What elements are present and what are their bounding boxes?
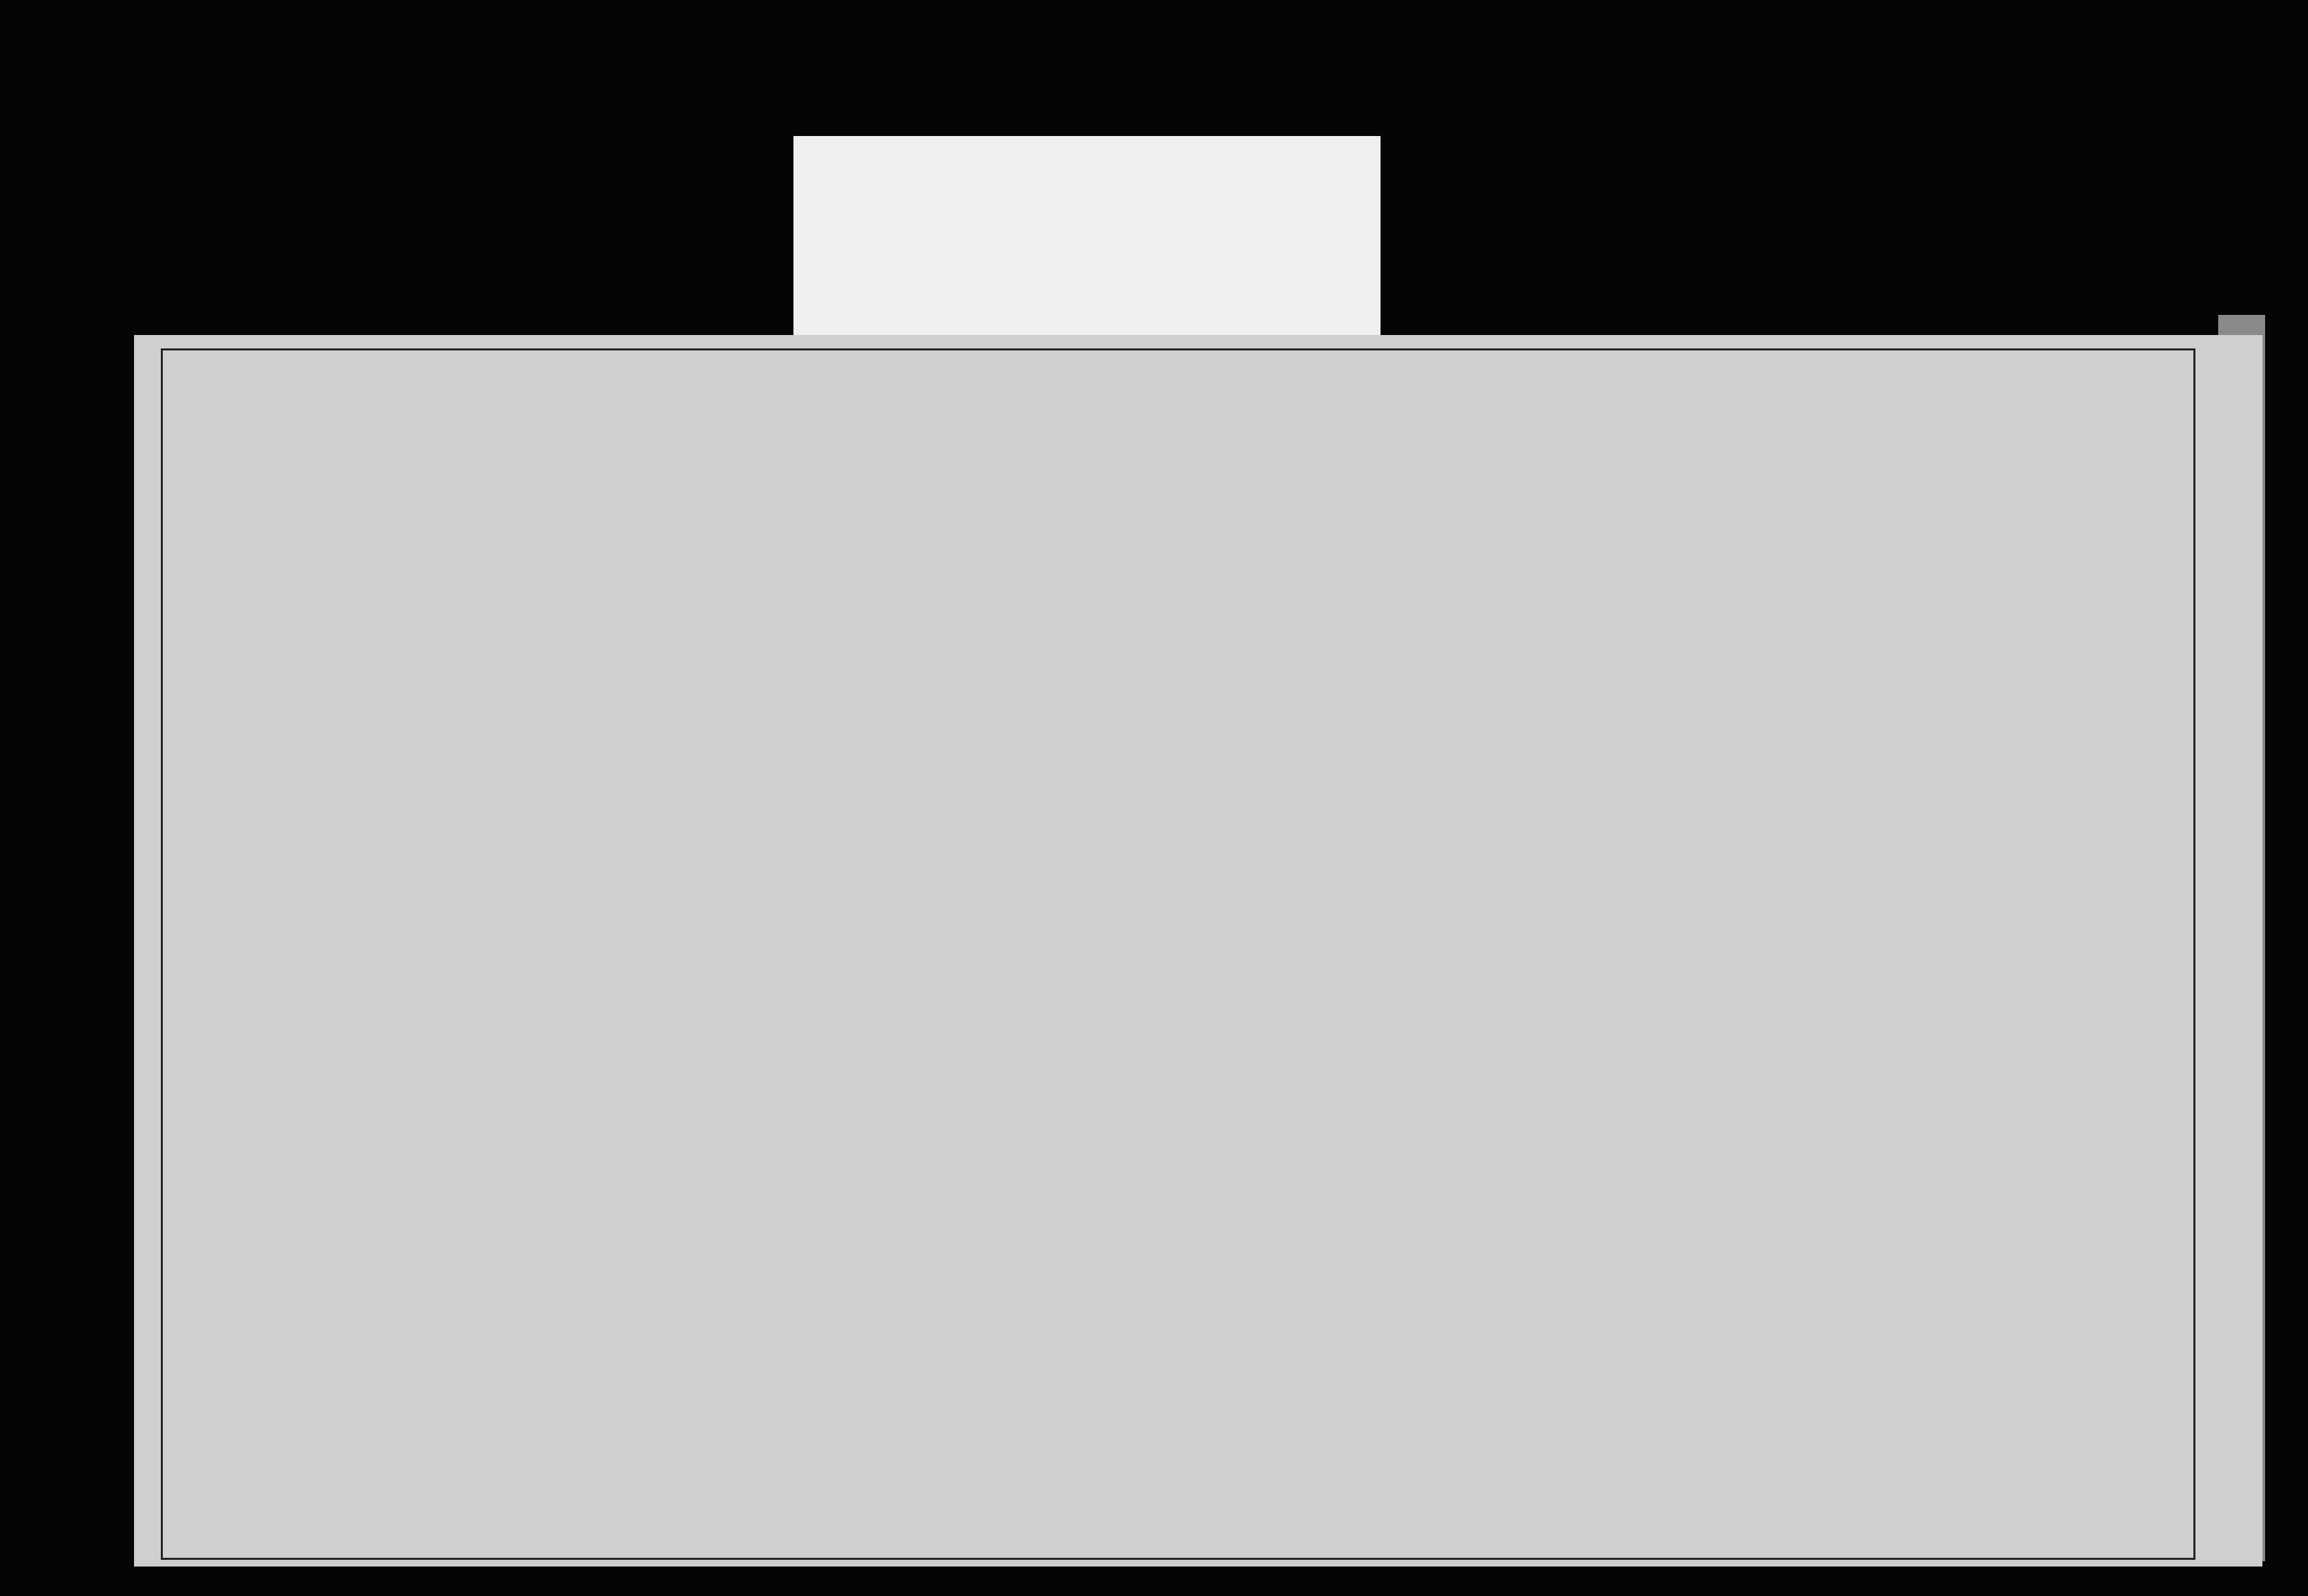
soiled-document-label bbox=[793, 136, 1381, 337]
card-frame bbox=[161, 348, 2195, 1560]
census-card bbox=[134, 335, 2262, 1567]
